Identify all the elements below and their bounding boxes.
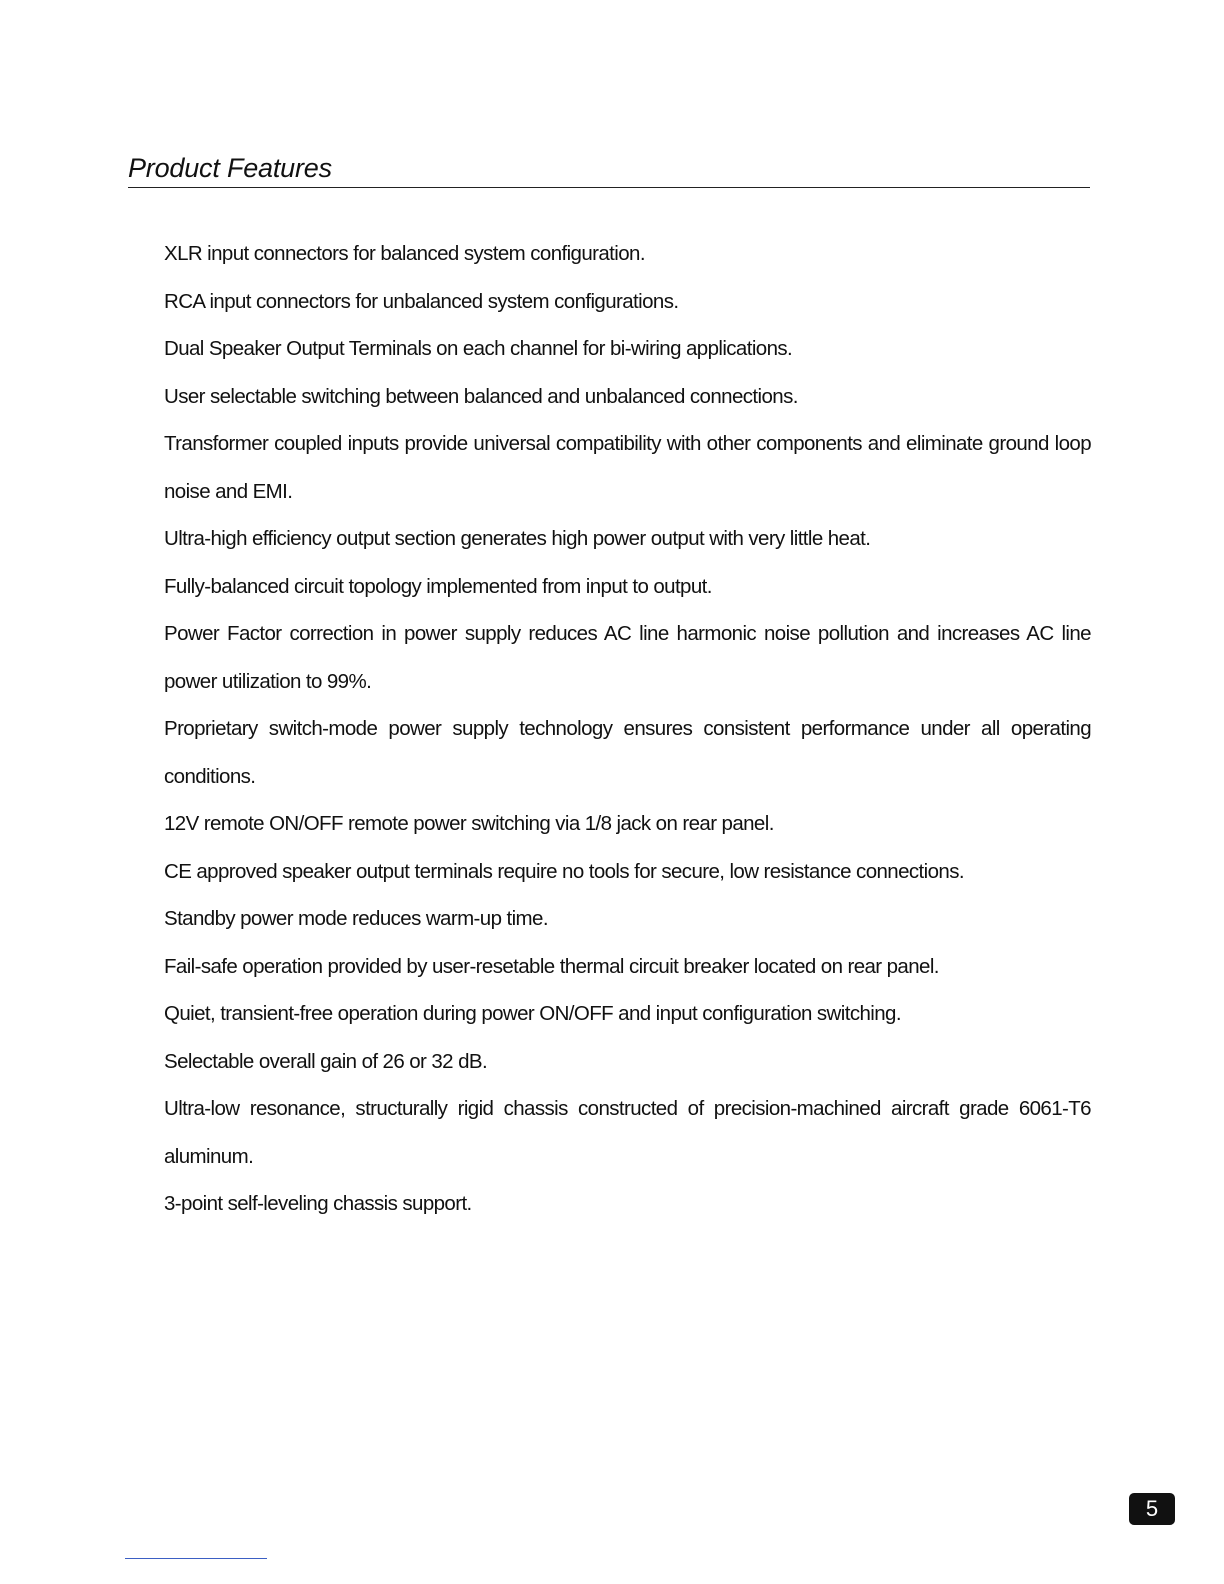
feature-item: RCA input connectors for unbalanced system configurations. [164,289,679,313]
feature-item: Selectable overall gain of 26 or 32 dB. [164,1049,488,1073]
feature-item: Dual Speaker Output Terminals on each channel for bi-wiring applications. [164,337,793,360]
feature-item: 3-point self-leveling chassis support. [164,1192,472,1215]
feature-item: XLR input connectors for balanced system configuration. [164,242,645,265]
feature-item: Fail-safe operation provided by user-resetable thermal circuit breaker located on rear panel. [164,954,939,978]
title-divider [128,187,1090,188]
feature-item: Proprietary switch-mode power supply technology ensures consistent performance under all operating conditions. [164,717,1091,788]
feature-item: Ultra-low resonance, structurally rigid chassis constructed of precision-machined aircraft grade 6061-T6 aluminum. [164,1097,1091,1168]
feature-item: Fully-balanced circuit topology implemented from input to output. [164,574,712,598]
page-title: Product Features [128,153,332,183]
page-number-badge: 5 [1129,1493,1175,1525]
feature-item: User selectable switching between balanced and unbalanced connections. [164,384,798,408]
feature-item: Standby power mode reduces warm-up time. [164,907,548,930]
feature-item: CE approved speaker output terminals require no tools for secure, low resistance connections. [164,859,964,883]
feature-item: Power Factor correction in power supply reduces AC line harmonic noise pollution and increases AC line power utilization to 99%. [164,622,1091,693]
feature-item: Transformer coupled inputs provide universal compatibility with other components and eliminate ground loop noise and EMI. [164,432,1091,503]
footer-rule [125,1558,267,1559]
feature-item: 12V remote ON/OFF remote power switching via 1/8 jack on rear panel. [164,812,774,835]
feature-item: Ultra-high efficiency output section generates high power output with very little heat. [164,527,871,550]
feature-list [164,230,1091,1228]
feature-item: Quiet, transient-free operation during power ON/OFF and input configuration switching. [164,1002,901,1025]
